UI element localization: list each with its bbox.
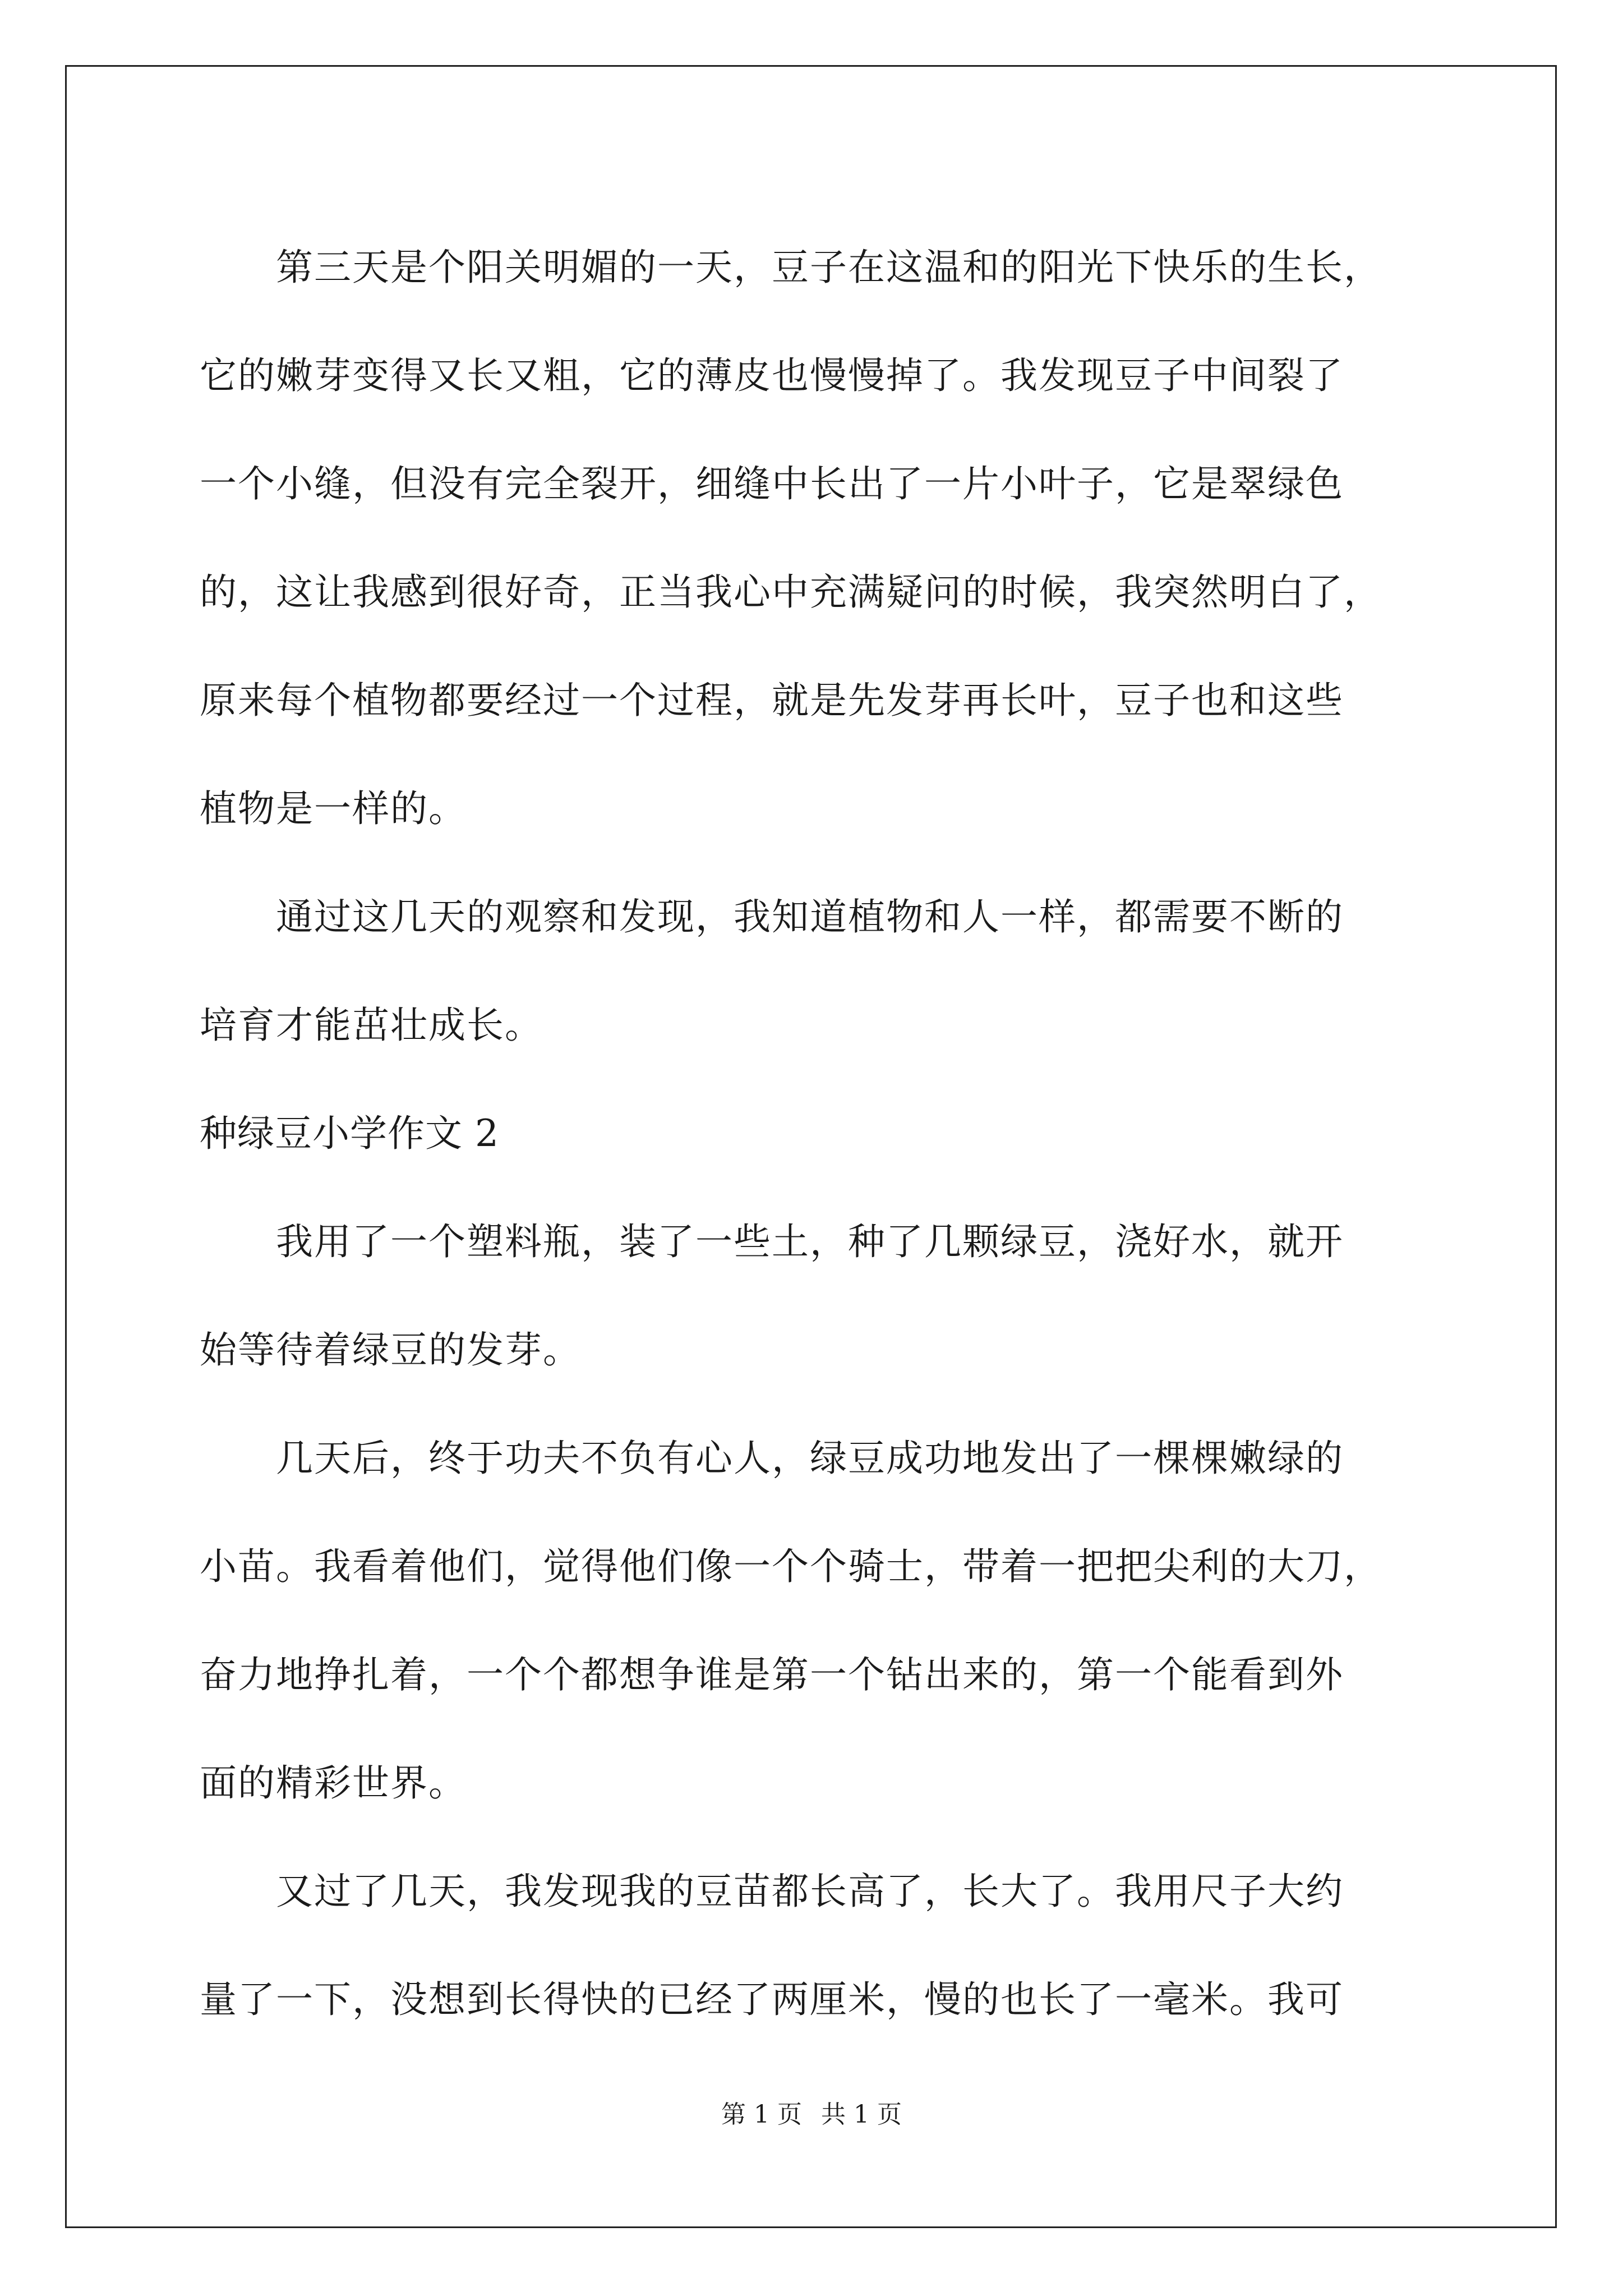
paragraph-line: 奋力地挣扎着，一个个都想争谁是第一个钻出来的，第一个能看到外 xyxy=(200,1653,1344,1696)
paragraph-line: 始等待着绿豆的发芽。 xyxy=(200,1328,581,1372)
paragraph-line: 量了一下，没想到长得快的已经了两厘米，慢的也长了一毫米。我可 xyxy=(200,1978,1344,2021)
page-number: 第 1 页 xyxy=(721,2100,802,2129)
paragraph-line: 培育才能茁壮成长。 xyxy=(200,1004,543,1047)
paragraph-line: 又过了几天，我发现我的豆苗都长高了，长大了。我用尺子大约 xyxy=(276,1870,1344,1913)
paragraph-line: 几天后，终于功夫不负有心人，绿豆成功地发出了一棵棵嫩绿的 xyxy=(276,1437,1344,1480)
page-footer xyxy=(0,2098,1623,2132)
total-pages: 共 1 页 xyxy=(821,2100,902,2129)
paragraph-line: 植物是一样的。 xyxy=(200,787,467,830)
paragraph-line: 原来每个植物都要经过一个过程，就是先发芽再长叶，豆子也和这些 xyxy=(200,679,1344,722)
paragraph-line: 第三天是个阳关明媚的一天，豆子在这温和的阳光下快乐的生长， xyxy=(276,246,1382,289)
paragraph-line: 它的嫩芽变得又长又粗，它的薄皮也慢慢掉了。我发现豆子中间裂了 xyxy=(200,354,1344,397)
document-body xyxy=(200,213,1461,2054)
paragraph-line: 通过这几天的观察和发现，我知道植物和人一样，都需要不断的 xyxy=(276,895,1344,938)
section-heading: 种绿豆小学作文 2 xyxy=(200,1112,499,1155)
paragraph-line: 小苗。我看着他们，觉得他们像一个个骑士，带着一把把尖利的大刀， xyxy=(200,1545,1382,1588)
paragraph-line: 一个小缝，但没有完全裂开，细缝中长出了一片小叶子，它是翠绿色 xyxy=(200,462,1344,505)
paragraph-line: 的，这让我感到很好奇，正当我心中充满疑问的时候，我突然明白了， xyxy=(200,570,1382,614)
paragraph-line: 我用了一个塑料瓶，装了一些土，种了几颗绿豆，浇好水，就开 xyxy=(276,1220,1344,1263)
paragraph-line: 面的精彩世界。 xyxy=(200,1761,467,1805)
